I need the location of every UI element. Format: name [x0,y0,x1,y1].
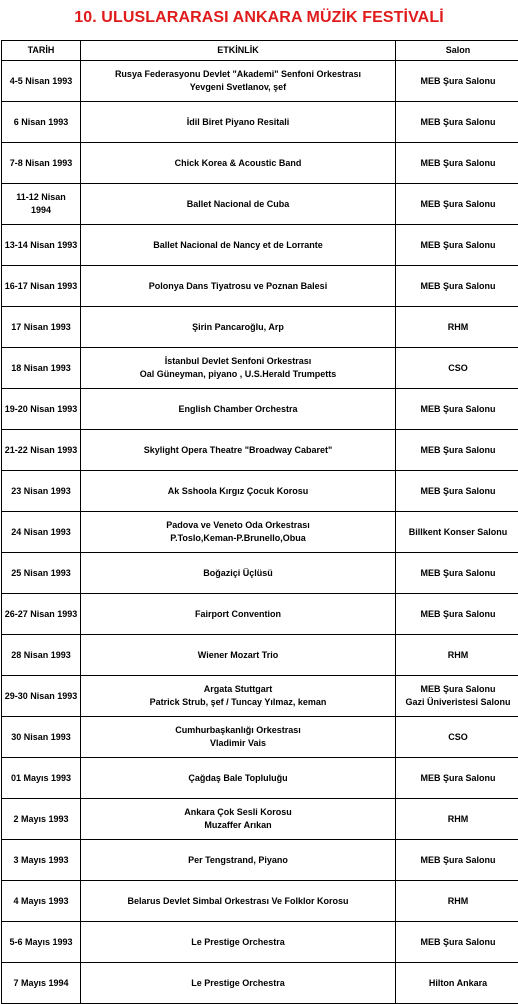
table-header-row [2,41,518,61]
date-cell [2,635,81,676]
date-cell [2,430,81,471]
venue-cell [396,881,518,922]
event-cell [81,635,396,676]
date-cell-line: 4 Mayıs 1993 [4,895,78,908]
date-cell [2,184,81,225]
venue-cell-line: MEB Şura Salonu [398,198,518,211]
event-cell [81,512,396,553]
event-cell-line: Wiener Mozart Trio [83,649,393,662]
event-cell-line: Yevgeni Svetlanov, şef [83,81,393,94]
table-row [2,881,518,922]
venue-cell-line: RHM [398,649,518,662]
date-cell [2,840,81,881]
date-cell-line: 13-14 Nisan 1993 [4,239,78,252]
venue-cell-line: Gazi Üniveristesi Salonu [398,696,518,709]
date-cell-line: 6 Nisan 1993 [4,116,78,129]
table-row [2,307,518,348]
venue-cell [396,430,518,471]
venue-cell-line: MEB Şura Salonu [398,683,518,696]
event-cell [81,430,396,471]
event-cell-line: İstanbul Devlet Senfoni Orkestrası [83,355,393,368]
event-cell-line: Polonya Dans Tiyatrosu ve Poznan Balesi [83,280,393,293]
venue-cell [396,676,518,717]
event-cell [81,143,396,184]
event-cell [81,717,396,758]
event-cell [81,840,396,881]
venue-cell-line: MEB Şura Salonu [398,239,518,252]
venue-cell-line: RHM [398,813,518,826]
table-row [2,963,518,1004]
table-row [2,594,518,635]
date-cell-line: 18 Nisan 1993 [4,362,78,375]
event-cell [81,676,396,717]
venue-cell [396,553,518,594]
event-cell [81,471,396,512]
date-cell-line: 2 Mayıs 1993 [4,813,78,826]
date-cell [2,758,81,799]
date-cell-line: 30 Nisan 1993 [4,731,78,744]
venue-cell [396,840,518,881]
date-cell-line: 4-5 Nisan 1993 [4,75,78,88]
event-cell [81,594,396,635]
table-body [2,61,518,1004]
event-cell [81,963,396,1004]
table-row [2,840,518,881]
event-cell-line: Le Prestige Orchestra [83,936,393,949]
table-row [2,61,518,102]
venue-cell-line: MEB Şura Salonu [398,444,518,457]
venue-cell-line: MEB Şura Salonu [398,75,518,88]
event-cell [81,758,396,799]
venue-cell [396,512,518,553]
event-cell [81,348,396,389]
table-row [2,922,518,963]
event-cell-line: Per Tengstrand, Piyano [83,854,393,867]
venue-cell-line: MEB Şura Salonu [398,280,518,293]
header-venue: Salon [396,41,518,61]
venue-cell-line: MEB Şura Salonu [398,567,518,580]
event-cell-line: Skylight Opera Theatre "Broadway Cabaret" [83,444,393,457]
table-row [2,512,518,553]
event-cell-line: Rusya Federasyonu Devlet "Akademi" Senfoni Orkestrası [83,68,393,81]
date-cell [2,676,81,717]
event-cell [81,102,396,143]
event-cell-line: Belarus Devlet Simbal Orkestrası Ve Folklor Korosu [83,895,393,908]
venue-cell [396,471,518,512]
date-cell [2,922,81,963]
event-cell-line: Fairport Convention [83,608,393,621]
event-cell-line: Le Prestige Orchestra [83,977,393,990]
venue-cell-line: MEB Şura Salonu [398,403,518,416]
venue-cell [396,389,518,430]
event-cell [81,922,396,963]
venue-cell [396,143,518,184]
table-row [2,143,518,184]
event-cell-line: Ak Sshoola Kırgız Çocuk Korosu [83,485,393,498]
table-row [2,184,518,225]
table-row [2,799,518,840]
date-cell-line: 24 Nisan 1993 [4,526,78,539]
venue-cell [396,61,518,102]
event-cell [81,266,396,307]
venue-cell [396,307,518,348]
event-cell [81,184,396,225]
event-cell [81,61,396,102]
event-cell-line: Argata Stuttgart [83,683,393,696]
date-cell [2,799,81,840]
date-cell-line: 7-8 Nisan 1993 [4,157,78,170]
venue-cell-line: Hilton Ankara [398,977,518,990]
venue-cell-line: MEB Şura Salonu [398,854,518,867]
table-row [2,266,518,307]
venue-cell-line: MEB Şura Salonu [398,936,518,949]
date-cell-line: 29-30 Nisan 1993 [4,690,78,703]
festival-schedule-table [1,40,518,1004]
event-cell-line: Padova ve Veneto Oda Orkestrası [83,519,393,532]
date-cell-line: 7 Mayıs 1994 [4,977,78,990]
table-row [2,102,518,143]
venue-cell [396,348,518,389]
event-cell [81,225,396,266]
event-cell-line: Oal Güneyman, piyano , U.S.Herald Trumpetts [83,368,393,381]
venue-cell-line: RHM [398,321,518,334]
event-cell-line: P.Toslo,Keman-P.Brunello,Obua [83,532,393,545]
date-cell-line: 28 Nisan 1993 [4,649,78,662]
venue-cell-line: MEB Şura Salonu [398,608,518,621]
date-cell [2,553,81,594]
venue-cell-line: MEB Şura Salonu [398,772,518,785]
venue-cell [396,266,518,307]
date-cell [2,594,81,635]
date-cell [2,102,81,143]
date-cell-line: 3 Mayıs 1993 [4,854,78,867]
date-cell [2,225,81,266]
event-cell-line: Boğaziçi Üçlüsü [83,567,393,580]
date-cell [2,471,81,512]
header-event: ETKİNLİK [81,41,396,61]
date-cell-line: 25 Nisan 1993 [4,567,78,580]
date-cell-line: 21-22 Nisan 1993 [4,444,78,457]
event-cell [81,307,396,348]
date-cell-line: 11-12 Nisan [4,191,78,204]
venue-cell-line: CSO [398,731,518,744]
event-cell [81,389,396,430]
venue-cell-line: CSO [398,362,518,375]
venue-cell-line: Billkent Konser Salonu [398,526,518,539]
event-cell-line: Chick Korea & Acoustic Band [83,157,393,170]
event-cell-line: Vladimir Vais [83,737,393,750]
table-row [2,389,518,430]
venue-cell [396,799,518,840]
table-row [2,348,518,389]
date-cell-line: 01 Mayıs 1993 [4,772,78,785]
event-cell-line: Şirin Pancaroğlu, Arp [83,321,393,334]
event-cell-line: Ankara Çok Sesli Korosu [83,806,393,819]
event-cell-line: Ballet Nacional de Cuba [83,198,393,211]
table-row [2,225,518,266]
event-cell-line: Cumhurbaşkanlığı Orkestrası [83,724,393,737]
event-cell-line: Çağdaş Bale Topluluğu [83,772,393,785]
event-cell [81,553,396,594]
date-cell [2,512,81,553]
date-cell-line: 5-6 Mayıs 1993 [4,936,78,949]
venue-cell [396,184,518,225]
table-row [2,430,518,471]
venue-cell [396,594,518,635]
date-cell [2,143,81,184]
venue-cell [396,717,518,758]
venue-cell [396,922,518,963]
table-row [2,553,518,594]
table-row [2,676,518,717]
date-cell-line: 19-20 Nisan 1993 [4,403,78,416]
header-date: TARİH [2,41,81,61]
date-cell [2,348,81,389]
date-cell [2,61,81,102]
event-cell-line: Muzaffer Arıkan [83,819,393,832]
event-cell [81,881,396,922]
venue-cell-line: MEB Şura Salonu [398,485,518,498]
date-cell [2,881,81,922]
venue-cell-line: RHM [398,895,518,908]
table-row [2,635,518,676]
venue-cell [396,963,518,1004]
date-cell [2,307,81,348]
venue-cell [396,225,518,266]
table-row [2,758,518,799]
date-cell-line: 23 Nisan 1993 [4,485,78,498]
event-cell-line: Ballet Nacional de Nancy et de Lorrante [83,239,393,252]
table-row [2,717,518,758]
event-cell-line: Patrick Strub, şef / Tuncay Yılmaz, keman [83,696,393,709]
document-title: 10. ULUSLARARASI ANKARA MÜZİK FESTİVALİ [0,6,518,30]
date-cell [2,389,81,430]
date-cell [2,963,81,1004]
date-cell-line: 16-17 Nisan 1993 [4,280,78,293]
venue-cell [396,758,518,799]
table-row [2,471,518,512]
date-cell-line: 17 Nisan 1993 [4,321,78,334]
date-cell [2,266,81,307]
date-cell-line: 1994 [4,204,78,217]
event-cell-line: English Chamber Orchestra [83,403,393,416]
venue-cell-line: MEB Şura Salonu [398,116,518,129]
date-cell-line: 26-27 Nisan 1993 [4,608,78,621]
date-cell [2,717,81,758]
venue-cell [396,102,518,143]
event-cell [81,799,396,840]
venue-cell [396,635,518,676]
venue-cell-line: MEB Şura Salonu [398,157,518,170]
event-cell-line: İdil Biret Piyano Resitali [83,116,393,129]
